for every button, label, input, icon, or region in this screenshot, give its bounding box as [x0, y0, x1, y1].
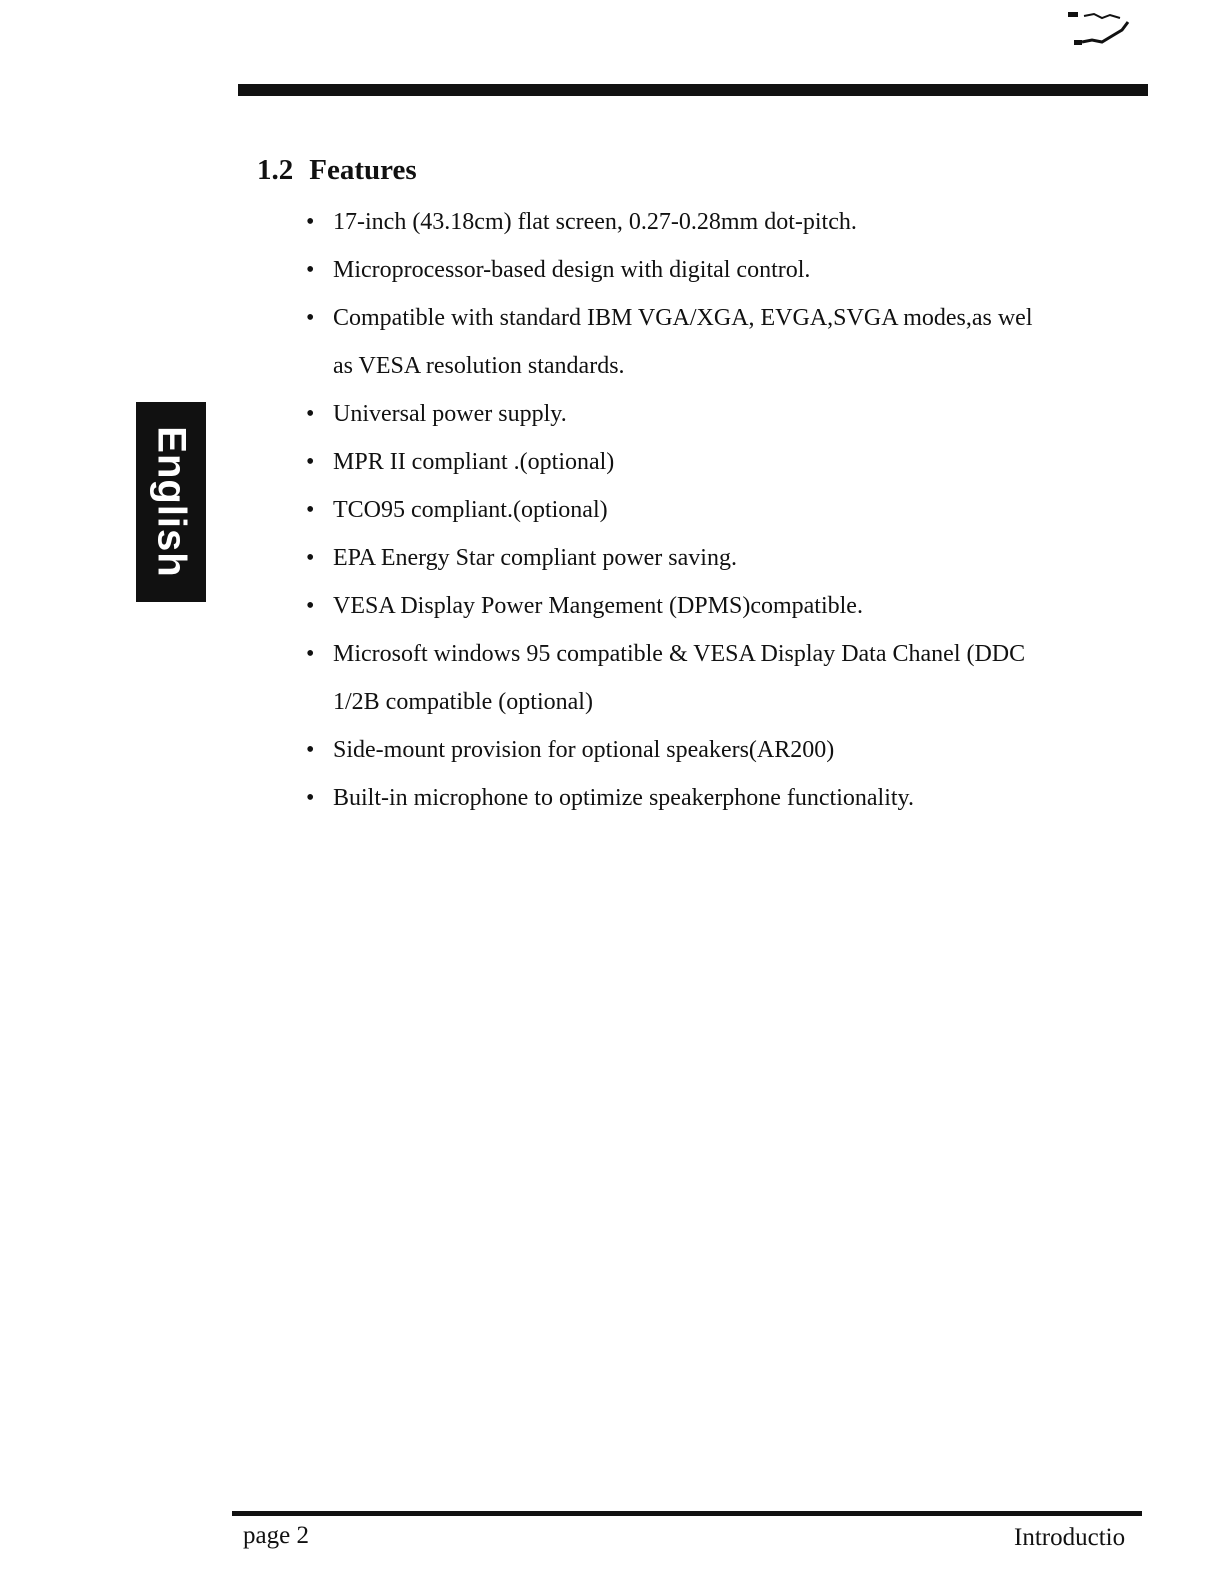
feature-item: • 17-inch (43.18cm) flat screen, 0.27-0.28mm dot-pitch.	[306, 198, 1146, 246]
bullet-icon: •	[306, 449, 315, 475]
section-heading	[257, 154, 417, 187]
bullet-icon: •	[306, 401, 315, 427]
feature-item: • Microsoft windows 95 compatible & VESA Display Data Chanel (DDC	[306, 630, 1146, 678]
scan-artifact-icon	[1062, 6, 1152, 50]
feature-item: • TCO95 compliant.(optional)	[306, 486, 1146, 534]
bullet-icon: •	[306, 545, 315, 571]
feature-item: • Compatible with standard IBM VGA/XGA, EVGA,SVGA modes,as wel	[306, 294, 1146, 342]
chapter-label: Introductio	[1014, 1524, 1126, 1551]
feature-item-continuation: 1/2B compatible (optional)	[333, 689, 593, 715]
bullet-icon: •	[306, 785, 315, 811]
feature-item: • MPR II compliant .(optional)	[306, 438, 1146, 486]
feature-item: • VESA Display Power Mangement (DPMS)compatible.	[306, 582, 1146, 630]
bullet-icon: •	[306, 641, 315, 667]
feature-item: • Side-mount provision for optional speakers(AR200)	[306, 726, 1146, 774]
feature-item: • Microprocessor-based design with digital control.	[306, 246, 1146, 294]
language-tab-label: English	[149, 426, 194, 578]
language-side-tab	[136, 402, 206, 602]
bullet-icon: •	[306, 737, 315, 763]
feature-item: • EPA Energy Star compliant power saving.	[306, 534, 1146, 582]
feature-item: • Universal power supply.	[306, 390, 1146, 438]
bullet-icon: •	[306, 497, 315, 523]
bullet-icon: •	[306, 257, 315, 283]
page-number: page 2	[243, 1522, 309, 1549]
header-rule	[238, 84, 1148, 96]
feature-item: • Built-in microphone to optimize speakerphone functionality.	[306, 774, 1146, 822]
section-title: Features	[309, 154, 417, 186]
bullet-icon: •	[306, 593, 315, 619]
footer-rule	[232, 1511, 1142, 1516]
features-list	[306, 198, 1146, 822]
bullet-icon: •	[306, 209, 315, 235]
section-number: 1.2	[257, 154, 294, 186]
feature-item-continuation: as VESA resolution standards.	[333, 353, 625, 379]
bullet-icon: •	[306, 305, 315, 331]
